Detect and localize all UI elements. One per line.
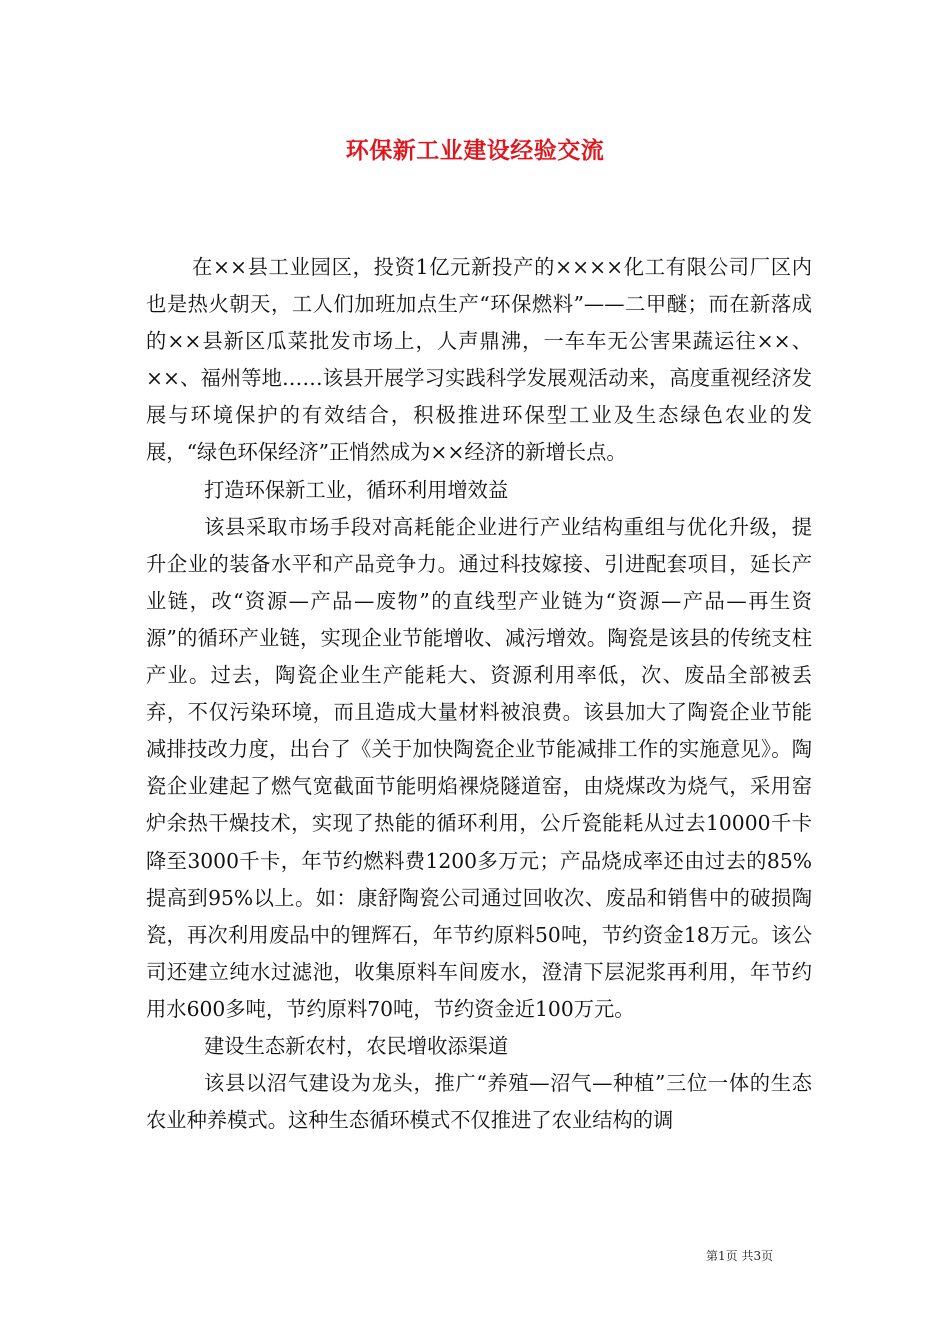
document-body bbox=[146, 249, 812, 1139]
industry-paragraph: 该县采取市场手段对高耗能企业进行产业结构重组与优化升级，提升企业的装备水平和产品竞争力。通过科技嫁接、引进配套项目，延长产业链，改“资源—产品—废物”的直线型产业链为“资源—产品—再生资源”的循环产业链，实现企业节能增收、减污增效。陶瓷是该县的传统支柱产业。过去，陶瓷企业生产能耗大、资源利用率低，次、废品全部被丢弃，不仅污染环境，而且造成大量材料被浪费。该县加大了陶瓷企业节能减排技改力度，出台了《关于加快陶瓷企业节能减排工作的实施意见》。陶瓷企业建起了燃气宽截面节能明焰裸烧隧道窑，由烧煤改为烧气，采用窑炉余热干燥技术，实现了热能的循环利用，公斤瓷能耗从过去10000千卡降至3000千卡，年节约燃料费1200多万元；产品烧成率还由过去的85%提高到95%以上。如：康舒陶瓷公司通过回收次、废品和销售中的破损陶瓷，再次利用废品中的锂辉石，年节约原料50吨，节约资金18万元。该公司还建立纯水过滤池，收集原料车间废水，澄清下层泥浆再利用，年节约用水600多吨，节约原料70吨，节约资金近100万元。 bbox=[146, 514, 812, 1021]
section-heading-industry: 打造环保新工业，循环利用增效益 bbox=[204, 477, 509, 502]
document-title: 环保新工业建设经验交流 bbox=[345, 137, 605, 164]
agriculture-paragraph: 该县以沼气建设为龙头，推广“养殖—沼气—种植”三位一体的生态农业种养模式。这种生态循环模式不仅推进了农业结构的调 bbox=[146, 1071, 812, 1133]
section-heading-agriculture: 建设生态新农村，农民增收添渠道 bbox=[204, 1033, 509, 1058]
page-number: 第1页 共3页 bbox=[706, 1249, 774, 1263]
intro-paragraph: 在××县工业园区，投资1亿元新投产的××××化工有限公司厂区内也是热火朝天，工人们加班加点生产“环保燃料”——二甲醚；而在新落成的××县新区瓜菜批发市场上，人声鼎沸，一车车无公害果蔬运往××、××、福州等地……该县开展学习实践科学发展观活动来，高度重视经济发展与环境保护的有效结合，积极推进环保型工业及生态绿色农业的发展，“绿色环保经济”正悄然成为××经济的新增长点。 bbox=[146, 255, 812, 465]
